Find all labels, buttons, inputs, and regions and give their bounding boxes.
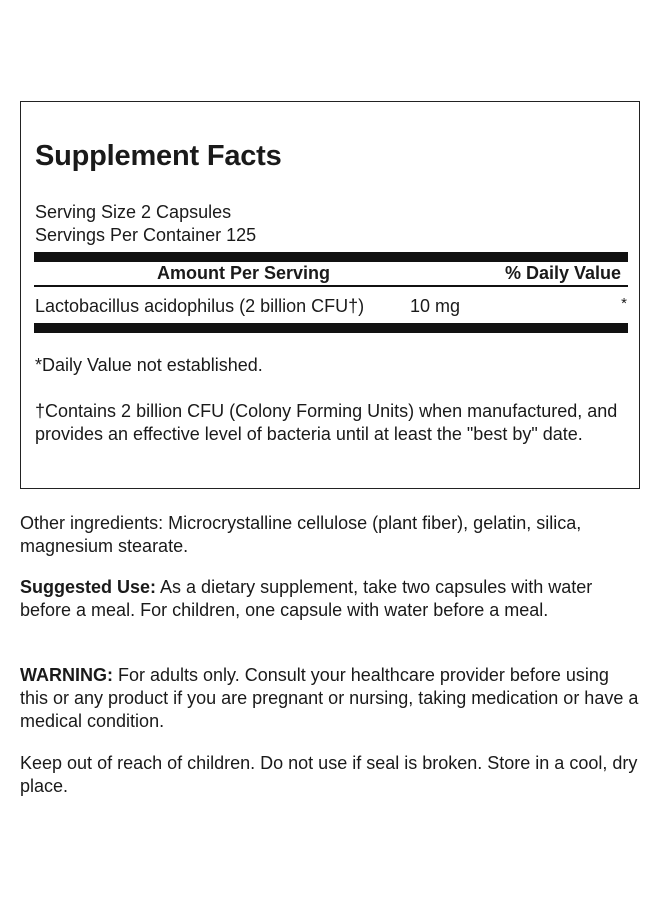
daily-value-footnote: *Daily Value not established. <box>35 355 263 375</box>
thick-divider-top <box>34 252 628 262</box>
supplement-facts-panel <box>20 101 640 489</box>
suggested-use-label: Suggested Use: <box>20 577 157 597</box>
other-ingredients: Other ingredients: Microcrystalline cellulose (plant fiber), gelatin, silica, magnesium stearate. <box>20 513 582 556</box>
warning-label: WARNING: <box>20 665 113 685</box>
daily-value-header: % Daily Value <box>504 263 621 283</box>
thin-divider <box>34 285 628 287</box>
cfu-footnote: †Contains 2 billion CFU (Colony Forming Units) when manufactured, and provides an effective level of bacteria until at least the "best by" date. <box>35 401 618 444</box>
thick-divider-bottom <box>34 323 628 333</box>
servings-per-container: Servings Per Container 125 <box>35 225 257 245</box>
warning-paragraph <box>20 664 640 733</box>
nutrient-daily-value: * <box>621 295 627 312</box>
nutrient-amount: 10 mg <box>410 296 461 316</box>
serving-size: Serving Size 2 Capsules <box>35 202 232 222</box>
warning-text: For adults only. Consult your healthcare provider before using this or any product if you are pregnant or nursing, taking medication or have a medical condition. <box>20 665 639 731</box>
suggested-use-text: As a dietary supplement, take two capsules with water before a meal. For children, one capsule with water before a meal. <box>20 577 593 620</box>
panel-title: Supplement Facts <box>35 140 282 172</box>
amount-per-serving-header: Amount Per Serving <box>157 263 331 283</box>
suggested-use-paragraph <box>20 576 640 622</box>
nutrient-name: Lactobacillus acidophilus (2 billion CFU†) <box>35 296 365 316</box>
storage-note: Keep out of reach of children. Do not use if seal is broken. Store in a cool, dry place. <box>20 753 638 796</box>
